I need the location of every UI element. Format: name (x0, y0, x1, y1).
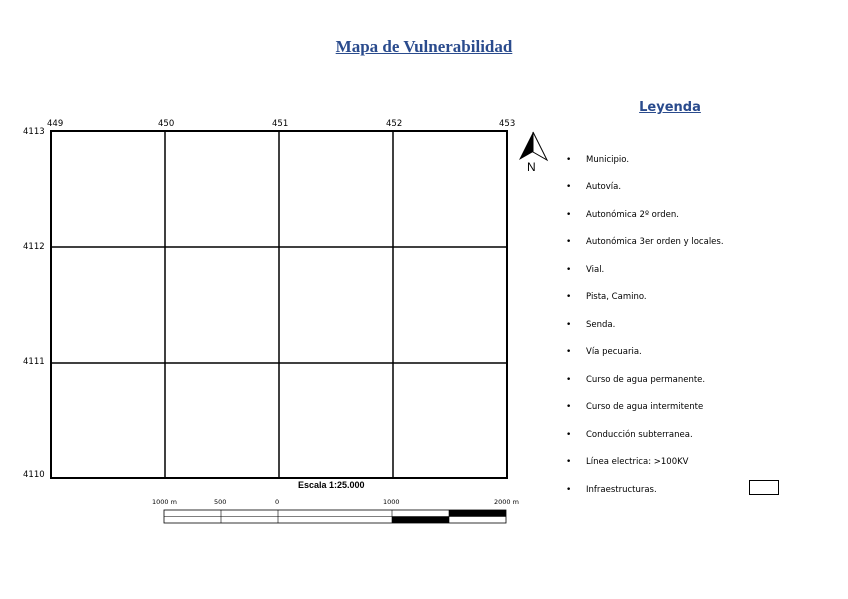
legend-item (566, 449, 724, 477)
legend-item (566, 339, 724, 367)
legend-item (566, 229, 724, 257)
x-tick-label: 453 (499, 119, 516, 129)
bullet-icon: • (566, 264, 572, 275)
legend-item-label: Pista, Camino. (586, 292, 647, 303)
bullet-icon: • (566, 209, 572, 220)
legend-item (566, 201, 724, 229)
scale-title: Escala 1:25.000 (298, 480, 365, 490)
y-tick-label: 4111 (23, 357, 45, 367)
y-tick-label: 4110 (23, 470, 45, 480)
bullet-icon: • (566, 292, 572, 303)
scale-label: 1000 m (152, 498, 177, 506)
legend-title: Leyenda (639, 100, 701, 115)
bullet-icon: • (566, 319, 572, 330)
legend-list (566, 146, 724, 504)
x-tick-label: 449 (47, 119, 64, 129)
scale-label: 500 (214, 498, 227, 506)
north-arrow-icon (517, 130, 549, 164)
legend-item-label: Vía pecuaria. (586, 347, 642, 358)
bullet-icon: • (566, 457, 572, 468)
legend-item (566, 311, 724, 339)
x-tick-label: 452 (386, 119, 403, 129)
legend-item (566, 366, 724, 394)
legend-item-label: Conducción subterranea. (586, 429, 693, 440)
legend-item-label: Municipio. (586, 154, 630, 165)
legend-item-label: Senda. (586, 319, 616, 330)
bullet-icon: • (566, 347, 572, 358)
legend-item (566, 394, 724, 422)
scale-bar (164, 510, 506, 523)
bullet-icon: • (566, 154, 572, 165)
legend-item (566, 476, 724, 504)
legend-item-label: Infraestructuras. (586, 484, 657, 495)
x-tick-label: 451 (272, 119, 289, 129)
legend-item-label: Vial. (586, 264, 605, 275)
y-tick-label: 4113 (23, 127, 45, 137)
scale-label: 0 (275, 498, 280, 506)
scale-label: 1000 (383, 498, 400, 506)
scale-label: 2000 m (494, 498, 519, 506)
bullet-icon: • (566, 374, 572, 385)
legend-item-label: Curso de agua intermitente (586, 402, 704, 413)
bullet-icon: • (566, 429, 572, 440)
legend-item-label: Línea electrica: >100KV (586, 457, 689, 468)
bullet-icon: • (566, 182, 572, 193)
map-title: Mapa de Vulnerabilidad (335, 37, 513, 56)
legend-item-label: Autonómica 2º orden. (586, 209, 679, 220)
legend-item-label: Curso de agua permanente. (586, 374, 706, 385)
x-tick-label: 450 (158, 119, 175, 129)
legend-item (566, 421, 724, 449)
legend-item (566, 284, 724, 312)
legend-item (566, 174, 724, 202)
legend-item (566, 146, 724, 174)
bullet-icon: • (566, 237, 572, 248)
legend-item (566, 256, 724, 284)
bullet-icon: • (566, 402, 572, 413)
north-label: N (527, 160, 536, 174)
y-tick-label: 4112 (23, 242, 45, 252)
legend-item-label: Autovía. (586, 182, 622, 193)
bullet-icon: • (566, 484, 572, 495)
infrastructure-swatch (749, 480, 779, 495)
legend-item-label: Autonómica 3er orden y locales. (586, 237, 724, 248)
